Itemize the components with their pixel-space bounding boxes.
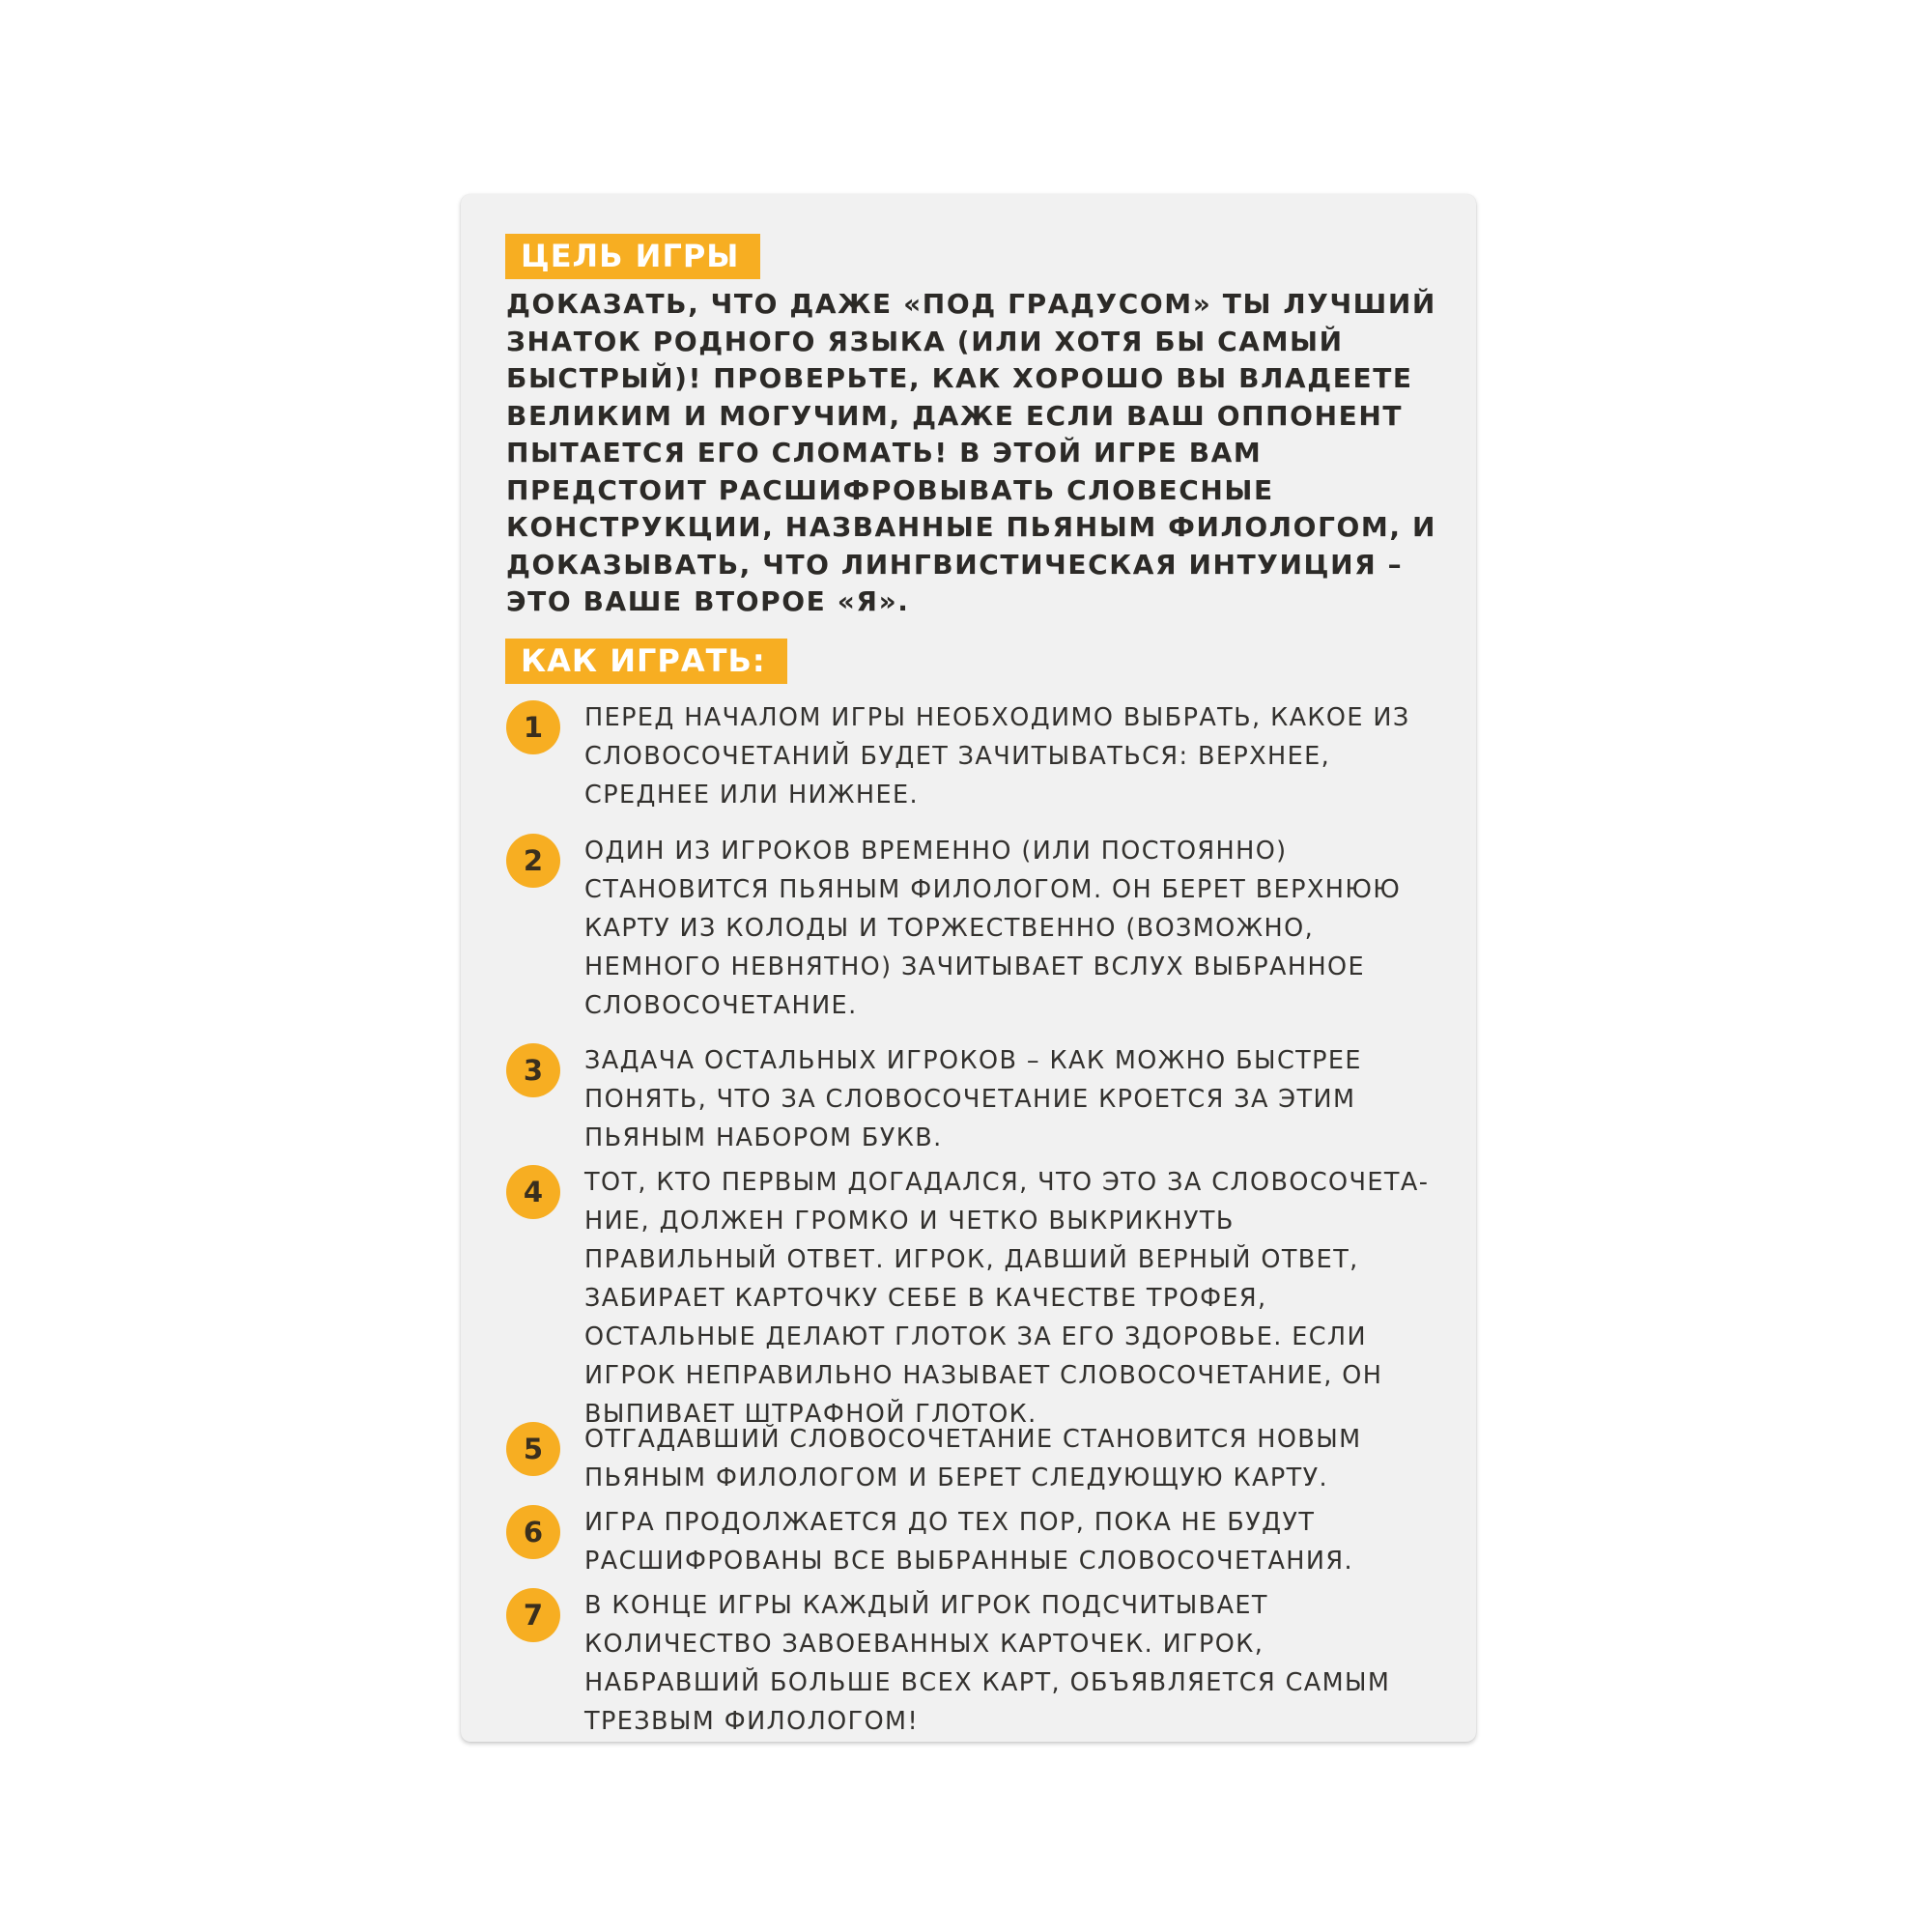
step-number-badge: 6 [506,1505,560,1559]
step-number-badge: 1 [506,700,560,754]
step-text: ОТГАДАВШИЙ СЛОВОСОЧЕТАНИЕ СТАНОВИТСЯ НОВЫМ ПЬЯНЫМ ФИЛОЛОГОМ И БЕРЕТ СЛЕДУЮЩУЮ КАРТУ. [584,1425,1362,1492]
goal-heading: ЦЕЛЬ ИГРЫ [505,234,760,279]
step-text: ТОТ, КТО ПЕРВЫМ ДОГАДАЛСЯ, ЧТО ЭТО ЗА СЛОВОСОЧЕТА-НИЕ, ДОЛЖЕН ГРОМКО И ЧЕТКО ВЫКРИКНУТЬ ПРАВИЛЬНЫЙ ОТВЕТ. ИГРОК, ДАВШИЙ ВЕРНЫЙ ОТВЕТ, ЗАБИРАЕТ КАРТОЧКУ СЕБЕ В КАЧЕСТВЕ ТРОФЕЯ, ОСТАЛЬНЫЕ ДЕЛАЮТ ГЛОТОК ЗА ЕГО ЗДОРОВЬЕ. ЕСЛИ ИГРОК НЕПРАВИЛЬНО НАЗЫВАЕТ СЛОВОСОЧЕТАНИЕ, ОН ВЫПИВАЕТ ШТРАФНОЙ ГЛОТОК. [584,1168,1430,1429]
goal-text: ДОКАЗАТЬ, ЧТО ДАЖЕ «ПОД ГРАДУСОМ» ТЫ ЛУЧШИЙ ЗНАТОК РОДНОГО ЯЗЫКА (ИЛИ ХОТЯ БЫ САМЫЙ БЫСТРЫЙ)! ПРОВЕРЬТЕ, КАК ХОРОШО ВЫ ВЛАДЕЕТЕ ВЕЛИКИМ И МОГУЧИМ, ДАЖЕ ЕСЛИ ВАШ ОППОНЕНТ ПЫТАЕТСЯ ЕГО СЛОМАТЬ! В ЭТОЙ ИГРЕ ВАМ ПРЕДСТОИТ РАСШИФРОВЫВАТЬ СЛОВЕСНЫЕ КОНСТРУКЦИИ, НАЗВАННЫЕ ПЬЯНЫМ ФИЛОЛОГОМ, И ДОКАЗЫВАТЬ, ЧТО ЛИНГВИСТИЧЕСКАЯ ИНТУИЦИЯ – ЭТО ВАШЕ ВТОРОЕ «Я». [506,288,1436,617]
rules-card [461,194,1476,1742]
step-number-badge: 7 [506,1588,560,1642]
how-to-play-heading: КАК ИГРАТЬ: [505,639,787,684]
step-text: ОДИН ИЗ ИГРОКОВ ВРЕМЕННО (ИЛИ ПОСТОЯННО) СТАНОВИТСЯ ПЬЯНЫМ ФИЛОЛОГОМ. ОН БЕРЕТ ВЕРХНЮЮ КАРТУ ИЗ КОЛОДЫ И ТОРЖЕСТВЕННО (ВОЗМОЖНО, НЕМНОГО НЕВНЯТНО) ЗАЧИТЫВАЕТ ВСЛУХ ВЫБРАННОЕ СЛОВОСОЧЕТАНИЕ. [584,837,1402,1020]
step-text: ИГРА ПРОДОЛЖАЕТСЯ ДО ТЕХ ПОР, ПОКА НЕ БУДУТ РАСШИФРОВАНЫ ВСЕ ВЫБРАННЫЕ СЛОВОСОЧЕТАНИЯ. [584,1508,1353,1576]
step-number-badge: 2 [506,834,560,888]
step-number-badge: 4 [506,1165,560,1219]
step-text: ЗАДАЧА ОСТАЛЬНЫХ ИГРОКОВ – КАК МОЖНО БЫСТРЕЕ ПОНЯТЬ, ЧТО ЗА СЛОВОСОЧЕТАНИЕ КРОЕТСЯ ЗА ЭТИМ ПЬЯНЫМ НАБОРОМ БУКВ. [584,1046,1362,1152]
step-number-badge: 3 [506,1043,560,1097]
step-number-badge: 5 [506,1422,560,1476]
step-text: ПЕРЕД НАЧАЛОМ ИГРЫ НЕОБХОДИМО ВЫБРАТЬ, КАКОЕ ИЗ СЛОВОСОЧЕТАНИЙ БУДЕТ ЗАЧИТЫВАТЬСЯ: ВЕРХНЕЕ, СРЕДНЕЕ ИЛИ НИЖНЕЕ. [584,703,1410,810]
step-text: В КОНЦЕ ИГРЫ КАЖДЫЙ ИГРОК ПОДСЧИТЫВАЕТ КОЛИЧЕСТВО ЗАВОЕВАННЫХ КАРТОЧЕК. ИГРОК, НАБРАВШИЙ БОЛЬШЕ ВСЕХ КАРТ, ОБЪЯВЛЯЕТСЯ САМЫМ ТРЕЗВЫМ ФИЛОЛОГОМ! [584,1591,1391,1736]
